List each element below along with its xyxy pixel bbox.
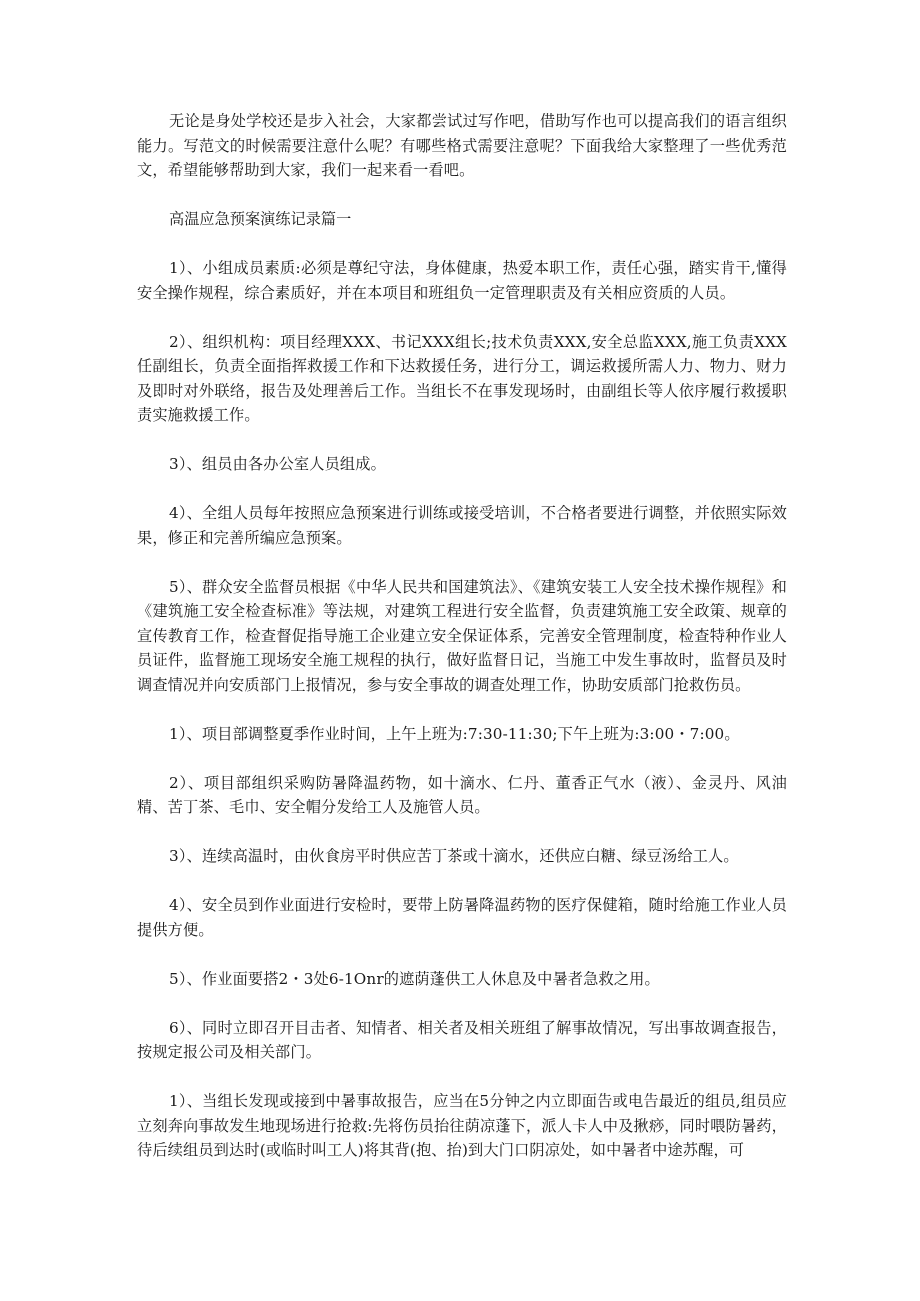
paragraph-8: 3）、连续高温时，由伙食房平时供应苦丁茶或十滴水，还供应白糖、绿豆汤给工人。	[169, 847, 739, 865]
paragraph-2: 2）、组织机构：项目经理XXX、书记XXX组长;技术负责XXX,安全总监XXX,施工负责XXX任副组长，负责全面指挥救援工作和下达救援任务，进行分工，调运救援所需人力、物力、财力及即时对外联络，报告及处理善后工作。当组长不在事发现场时，由副组长等人依序履行救援职责实施救援工作。	[137, 332, 787, 424]
intro-paragraph: 无论是身处学校还是步入社会，大家都尝试过写作吧，借助写作也可以提高我们的语言组织能力。写范文的时候需要注意什么呢？有哪些格式需要注意呢？下面我给大家整理了一些优秀范文，希望能够帮助到大家，我们一起来看一看吧。	[137, 112, 787, 179]
paragraph-4: 4）、全组人员每年按照应急预案进行训练或接受培训，不合格者要进行调整，并依照实际效果，修正和完善所编应急预案。	[137, 504, 787, 547]
paragraph-7: 2）、项目部组织采购防暑降温药物，如十滴水、仁丹、董香正气水（液）、金灵丹、风油精、苦丁茶、毛巾、安全帽分发给工人及施管人员。	[137, 773, 787, 816]
paragraph-1: 1）、小组成员素质:必须是尊纪守法，身体健康，热爱本职工作，责任心强，踏实肯干,懂得安全操作规程，综合素质好，并在本项目和班组负一定管理职责及有关相应资质的人员。	[137, 259, 787, 302]
document-page	[137, 109, 787, 1163]
paragraph-6: 1）、项目部调整夏季作业时间，上午上班为:7:30-11:30;下午上班为:3:00・7:00。	[169, 724, 740, 743]
paragraph-3: 3）、组员由各办公室人员组成。	[169, 455, 386, 473]
paragraph-10: 5）、作业面要搭2・3处6-1Onr的遮荫蓬供工人休息及中暑者急救之用。	[169, 969, 660, 988]
paragraph-5: 5）、群众安全监督员根据《中华人民共和国建筑法》、《建筑安装工人安全技术操作规程》和《建筑施工安全检查标准》等法规，对建筑工程进行安全监督，负责建筑施工安全政策、规章的宣传教育工作，检查督促指导施工企业建立安全保证体系，完善安全管理制度，检查特种作业人员证件，监督施工现场安全施工规程的执行，做好监督日记，当施工中发生事故时，监督员及时调查情况并向安质部门上报情况，参与安全事故的调查处理工作，协助安质部门抢救伤员。	[137, 577, 787, 694]
paragraph-9: 4）、安全员到作业面进行安检时，要带上防暑降温药物的医疗保健箱，随时给施工作业人员提供方便。	[137, 896, 787, 939]
paragraph-11: 6）、同时立即召开目击者、知情者、相关者及相关班组了解事故情况，写出事故调查报告，按规定报公司及相关部门。	[137, 1018, 787, 1061]
paragraph-12: 1）、当组长发现或接到中暑事故报告，应当在5分钟之内立即面告或电告最近的组员,组员应立刻奔向事故发生地现场进行抢救:先将伤员抬往荫凉蓬下，派人卡人中及揪痧，同时喂防暑药，待后续组员到达时(或临时叫工人)将其背(抱、抬)到大门口阴凉处，如中暑者中途苏醒，可	[137, 1092, 787, 1159]
section-title: 高温应急预案演练记录篇一	[169, 210, 352, 228]
